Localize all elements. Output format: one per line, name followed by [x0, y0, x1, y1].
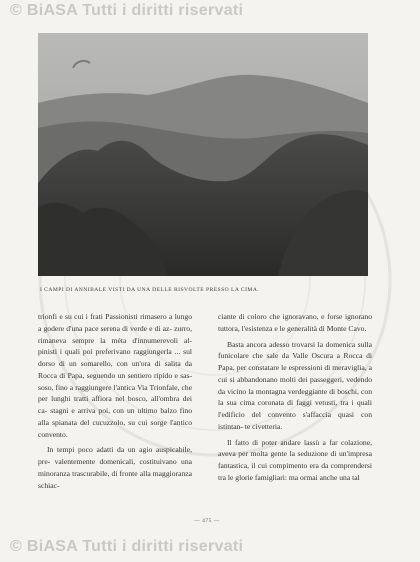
paragraph: ciante di coloro che ignoravano, e forse ignorano tuttora, l'esistenza e le generalità di Monte Cavo.: [218, 312, 372, 333]
copyright-symbol: ©: [10, 538, 23, 555]
text-column-right: [218, 311, 372, 484]
watermark-text: BiASA Tutti i diritti riservati: [26, 538, 244, 555]
page-number: — 475 —: [194, 518, 220, 524]
watermark-text: BiASA Tutti i diritti riservati: [26, 2, 244, 19]
paragraph: trionfi e su cui i frati Passionisti rimasero a lungo a godere d'una pace serena di verde e di az- zurro, rimaneva sempre la méta d'innumerevoli al- pinisti i quali poi preferivano raggiungerla ... sul dorso di un somarello, con un'ora di salita da Rocca di Papa, seguendo un sentiero ripido e sas- soso, fino a raggiungere l'antica Via Trionfale, che per lunghi tratti affiora nel bosco, all'ombra dei ca- stagni e arriva poi, con un ultimo balzo fino alla spianata del cucuzzolo, su cui sorge l'antico convento.: [38, 312, 192, 439]
watermark-top: [10, 2, 420, 26]
text-column-left: [38, 311, 192, 491]
figure-caption: I CAMPI DI ANNIBALE VISTI DA UNA DELLE RISVOLTE PRESSO LA CIMA.: [40, 287, 260, 293]
landscape-drawing: [38, 33, 368, 276]
paragraph: In tempi poco adatti da un agio auspicabile, pre- valentemente domenicali, costituivano una minoranza trascurabile, di fronte alla maggioranza schiac-: [38, 445, 192, 490]
paragraph: Il fatto di poter andare lassù a far colazione, aveva per molta gente la seduzione di un'impresa fantastica, il cui compimento era da comprendersi tra le glorie famigliari: ma ormai anche una tal: [218, 437, 372, 482]
copyright-symbol: ©: [10, 2, 23, 19]
watermark-bottom: [10, 538, 420, 562]
paragraph: Basta ancora adesso trovarsi la domenica sulla funicolare che sale da Valle Oscura a Rocca di Papa, per constatare le espressioni di meraviglia, a cui si abbandonano molti dei passeggeri, vedendo da vicino la montagna verdeggiante di boschi, con la sua cima coronata di faggi vetusti, tra i quali l'edificio del convento s'affaccia quasi con istintan- te civetteria.: [218, 339, 372, 431]
landscape-photo: [38, 33, 368, 276]
